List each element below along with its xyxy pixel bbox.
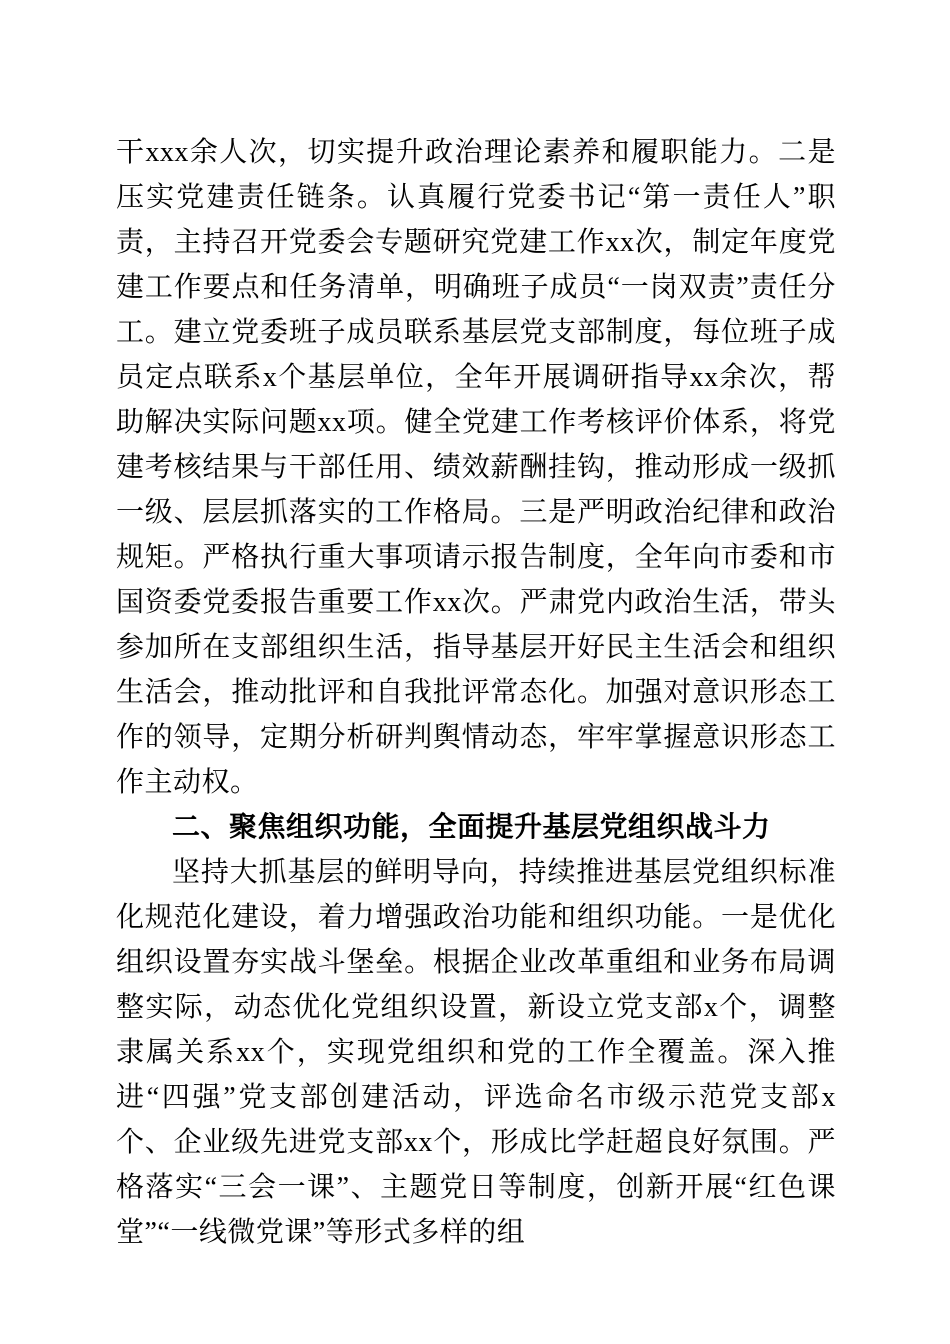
document-body xyxy=(116,130,836,1255)
body-paragraph: 坚持大抓基层的鲜明导向，持续推进基层党组织标准化规范化建设，着力增强政治功能和组织功能。一是优化组织设置夯实战斗堡垒。根据企业改革重组和业务布局调整实际，动态优化党组织设置，新设立党支部x个，调整隶属关系xx个，实现党组织和党的工作全覆盖。深入推进“四强”党支部创建活动，评选命名市级示范党支部x个、企业级先进党支部xx个，形成比学赶超良好氛围。严格落实“三会一课”、主题党日等制度，创新开展“红色课堂”“一线微党课”等形式多样的组 xyxy=(116,857,836,1248)
section-heading: 二、聚焦组织功能，全面提升基层党组织战斗力 xyxy=(172,812,771,843)
body-paragraph-continuation: 干xxx余人次，切实提升政治理论素养和履职能力。二是压实党建责任链条。认真履行党委书记“第一责任人”职责，主持召开党委会专题研究党建工作xx次，制定年度党建工作要点和任务清单，明确班子成员“一岗双责”责任分工。建立党委班子成员联系基层党支部制度，每位班子成员定点联系x个基层单位，全年开展调研指导xx余次，帮助解决实际问题xx项。健全党建工作考核评价体系，将党建考核结果与干部任用、绩效薪酬挂钩，推动形成一级抓一级、层层抓落实的工作格局。三是严明政治纪律和政治规矩。严格执行重大事项请示报告制度，全年向市委和市国资委党委报告重要工作xx次。严肃党内政治生活，带头参加所在支部组织生活，指导基层开好民主生活会和组织生活会，推动批评和自我批评常态化。加强对意识形态工作的领导，定期分析研判舆情动态，牢牢掌握意识形态工作主动权。 xyxy=(116,137,836,798)
